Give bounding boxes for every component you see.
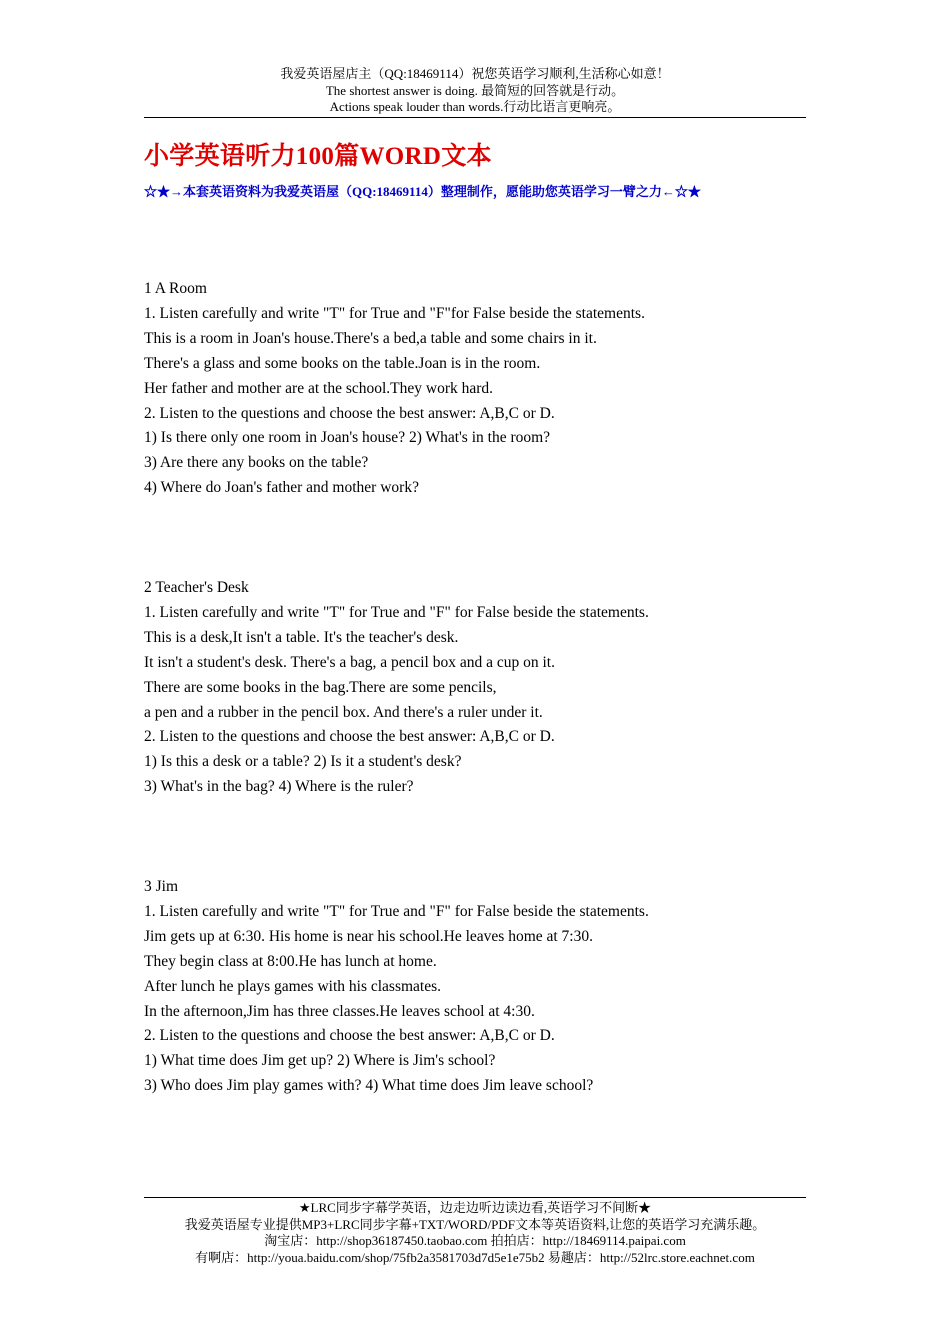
lesson-line: Her father and mother are at the school.They work hard. — [144, 379, 494, 397]
lesson-line: They begin class at 8:00.He has lunch at home. — [144, 952, 437, 970]
footer-divider — [144, 1197, 806, 1198]
lesson-line: 1) Is this a desk or a table? 2) Is it a student's desk? — [144, 753, 462, 771]
lesson-line: 2. Listen to the questions and choose the best answer: A,B,C or D. — [144, 1027, 555, 1045]
lesson-line: 1) Is there only one room in Joan's house? 2) What's in the room? — [144, 429, 551, 447]
lesson-line: 3) Who does Jim play games with? 4) What time does Jim leave school? — [144, 1077, 594, 1095]
lesson-line: 3) Are there any books on the table? — [144, 454, 369, 472]
lesson-line: In the afternoon,Jim has three classes.He leaves school at 4:30. — [144, 1002, 535, 1020]
lesson-line: a pen and a rubber in the pencil box. And there's a ruler under it. — [144, 703, 543, 721]
lesson-line: 1. Listen carefully and write "T" for True and "F"for False beside the statements. — [144, 304, 645, 322]
footer-line-3: 淘宝店：http://shop36187450.taobao.com 拍拍店：http://18469114.paipai.com — [264, 1233, 686, 1248]
lesson-heading: 1 A Room — [144, 280, 207, 297]
footer-line-4: 有啊店：http://youa.baidu.com/shop/75fb2a3581703d7d5e1e75b2 易趣店：http://52lrc.store.eachnet.com — [195, 1249, 755, 1265]
header-line-2: The shortest answer is doing. 最简短的回答就是行动。 — [325, 82, 625, 98]
lesson-heading: 3 Jim — [144, 878, 179, 895]
lesson-line: Jim gets up at 6:30. His home is near his school.He leaves home at 7:30. — [144, 927, 593, 945]
lesson-3 — [144, 875, 649, 1099]
footer-line-2: 我爱英语屋专业提供MP3+LRC同步字幕+TXT/WORD/PDF文本等英语资料,让您的英语学习充满乐趣。 — [184, 1216, 766, 1232]
header-line-3: Actions speak louder than words.行动比语言更响亮。 — [329, 99, 621, 114]
lesson-line: 3) What's in the bag? 4) Where is the ruler? — [144, 778, 414, 796]
header-divider — [144, 117, 806, 118]
page-footer — [144, 1200, 806, 1266]
footer-line-1: ★LRC同步字幕学英语，边走边听边读边看,英语学习不间断★ — [298, 1200, 652, 1215]
lesson-heading: 2 Teacher's Desk — [144, 579, 249, 596]
header-line-1: 我爱英语屋店主（QQ:18469114）祝您英语学习顺利,生活称心如意！ — [280, 66, 670, 81]
lesson-line: 4) Where do Joan's father and mother work? — [144, 479, 419, 497]
lesson-2 — [144, 576, 649, 800]
lesson-line: 1) What time does Jim get up? 2) Where is Jim's school? — [144, 1052, 496, 1070]
lesson-1 — [144, 277, 645, 501]
page-header — [144, 66, 806, 116]
lesson-line: There's a glass and some books on the table.Joan is in the room. — [144, 354, 541, 372]
lesson-line: There are some books in the bag.There are some pencils, — [144, 678, 497, 696]
lesson-line: 2. Listen to the questions and choose the best answer: A,B,C or D. — [144, 404, 555, 422]
lesson-line: After lunch he plays games with his classmates. — [144, 977, 442, 995]
document-subtitle: ☆★→本套英语资料为我爱英语屋（QQ:18469114）整理制作，愿能助您英语学习一臂之力←☆★ — [144, 184, 701, 199]
lesson-line: It isn't a student's desk. There's a bag, a pencil box and a cup on it. — [144, 653, 555, 671]
lesson-line: 1. Listen carefully and write "T" for True and "F" for False beside the statements. — [144, 902, 649, 920]
lesson-line: This is a room in Joan's house.There's a bed,a table and some chairs in it. — [144, 329, 597, 347]
lesson-line: 1. Listen carefully and write "T" for True and "F" for False beside the statements. — [144, 603, 649, 621]
lesson-line: 2. Listen to the questions and choose the best answer: A,B,C or D. — [144, 728, 555, 746]
lesson-line: This is a desk,It isn't a table. It's the teacher's desk. — [144, 628, 459, 646]
document-title: 小学英语听力100篇WORD文本 — [144, 143, 492, 170]
